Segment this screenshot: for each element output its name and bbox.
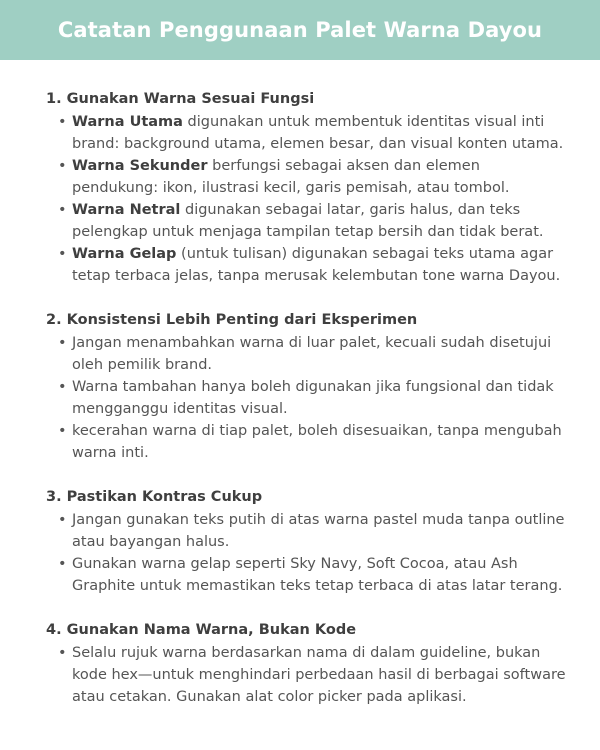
bullet-list bbox=[46, 509, 566, 597]
page-title: Catatan Penggunaan Palet Warna Dayou bbox=[57, 18, 543, 42]
list-item: • Gunakan warna gelap seperti Sky Navy, Soft Cocoa, atau Ash Graphite untuk memastikan teks tetap terbaca di atas latar terang. bbox=[72, 553, 566, 597]
list-item: • Warna Gelap (untuk tulisan) digunakan sebagai teks utama agar tetap terbaca jelas, tanpa merusak kelembutan tone warna Dayou. bbox=[72, 243, 566, 287]
term: Warna Utama bbox=[72, 114, 183, 130]
bullet-list bbox=[46, 111, 566, 287]
guideline-content bbox=[46, 88, 566, 730]
term: Warna Netral bbox=[72, 202, 181, 218]
term: Warna Gelap bbox=[72, 246, 177, 262]
list-item: • Warna Sekunder berfungsi sebagai aksen dan elemen pendukung: ikon, ilustrasi kecil, garis pemisah, atau tombol. bbox=[72, 155, 566, 199]
section-1 bbox=[46, 88, 566, 287]
section-heading: 3. Pastikan Kontras Cukup bbox=[46, 489, 263, 505]
title-banner bbox=[0, 0, 600, 60]
list-item: • Jangan gunakan teks putih di atas warna pastel muda tanpa outline atau bayangan halus. bbox=[72, 509, 566, 553]
section-heading: 2. Konsistensi Lebih Penting dari Eksperimen bbox=[46, 312, 418, 328]
bullet-list bbox=[46, 332, 566, 464]
term: Warna Sekunder bbox=[72, 158, 208, 174]
list-item: • Warna Netral digunakan sebagai latar, garis halus, dan teks pelengkap untuk menjaga tampilan tetap bersih dan tidak berat. bbox=[72, 199, 566, 243]
bullet-list bbox=[46, 642, 566, 708]
section-3 bbox=[46, 486, 566, 597]
section-4 bbox=[46, 619, 566, 708]
list-item: • Warna Utama digunakan untuk membentuk identitas visual inti brand: background utama, elemen besar, dan visual konten utama. bbox=[72, 111, 566, 155]
list-item: • Selalu rujuk warna berdasarkan nama di dalam guideline, bukan kode hex—untuk menghindari perbedaan hasil di berbagai software atau cetakan. Gunakan alat color picker pada aplikasi. bbox=[72, 642, 566, 708]
list-item: • Jangan menambahkan warna di luar palet, kecuali sudah disetujui oleh pemilik brand. bbox=[72, 332, 566, 376]
list-item: • Warna tambahan hanya boleh digunakan jika fungsional dan tidak mengganggu identitas visual. bbox=[72, 376, 566, 420]
section-heading: 1. Gunakan Warna Sesuai Fungsi bbox=[46, 91, 315, 107]
section-2 bbox=[46, 309, 566, 464]
list-item: • kecerahan warna di tiap palet, boleh disesuaikan, tanpa mengubah warna inti. bbox=[72, 420, 566, 464]
section-heading: 4. Gunakan Nama Warna, Bukan Kode bbox=[46, 622, 357, 638]
